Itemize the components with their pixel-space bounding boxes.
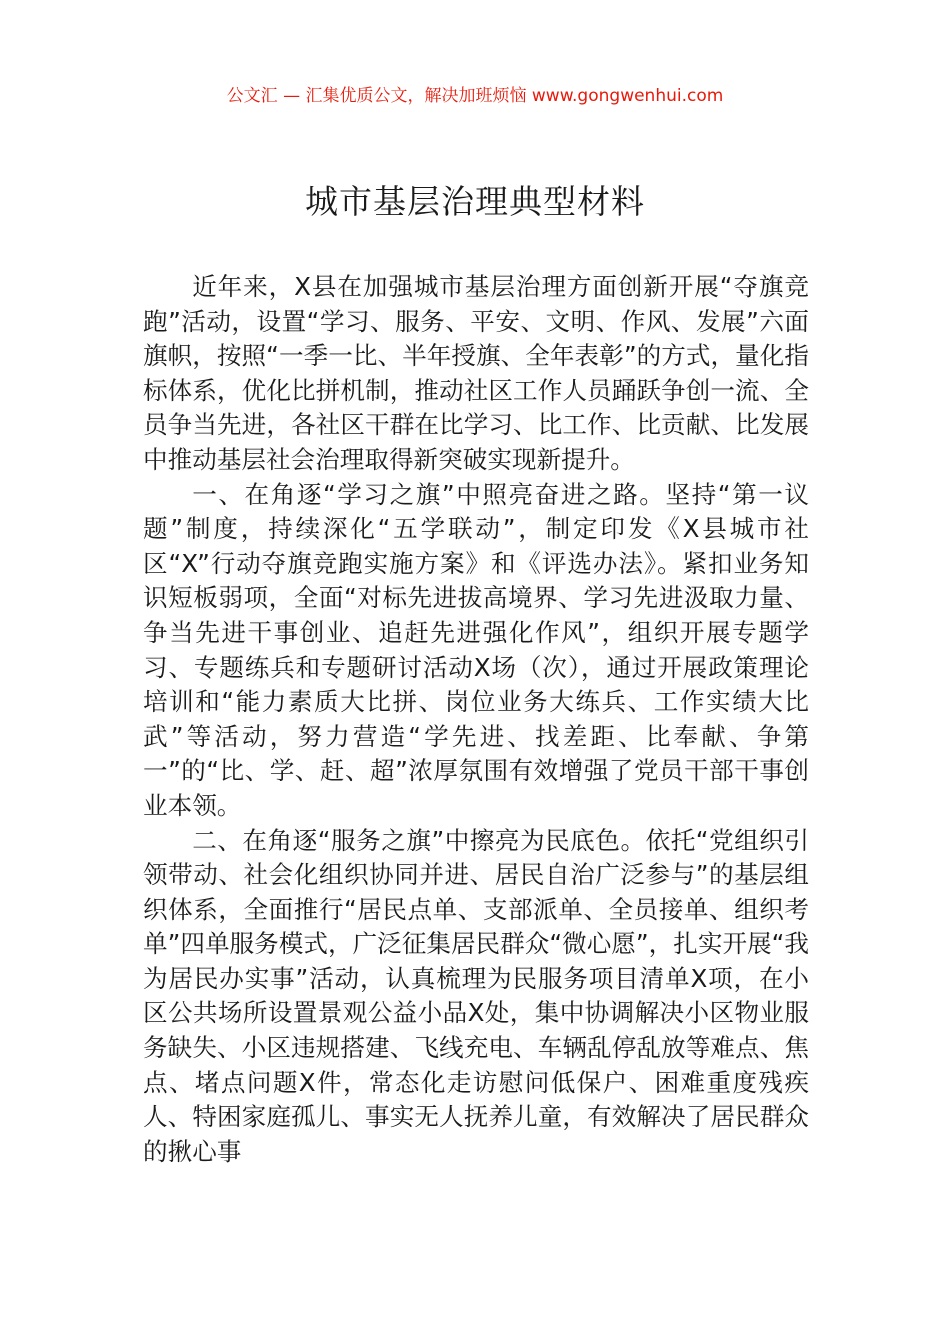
paragraph-intro: 近年来，X县在加强城市基层治理方面创新开展“夺旗竞跑”活动，设置“学习、服务、平安、文明、作风、发展”六面旗帜，按照“一季一比、半年授旗、全年表彰”的方式，量化指标体系，优化比拼机制，推动社区工作人员踊跃争创一流、全员争当先进，各社区干群在比学习、比工作、比贡献、比发展中推动基层社会治理取得新突破实现新提升。: [143, 272, 809, 474]
website-banner: 公文汇 — 汇集优质公文，解决加班烦恼 www.gongwenhui.com: [226, 86, 724, 106]
document-body: [143, 270, 809, 1169]
paragraph-section-one: 一、在角逐“学习之旗”中照亮奋进之路。坚持“第一议题”制度，持续深化“五学联动”，制定印发《X县城市社区“X”行动夺旗竞跑实施方案》和《评选办法》。紧扣业务知识短板弱项，全面“对标先进拔高境界、学习先进汲取力量、争当先进干事创业、追赶先进强化作风”，组织开展专题学习、专题练兵和专题研讨活动X场（次），通过开展政策理论培训和“能力素质大比拼、岗位业务大练兵、工作实绩大比武”等活动，努力营造“学先进、找差距、比奉献、争第一”的“比、学、赶、超”浓厚氛围有效增强了党员干部干事创业本领。: [143, 479, 809, 820]
document-title: 城市基层治理典型材料: [305, 182, 645, 221]
paragraph-section-two: 二、在角逐“服务之旗”中擦亮为民底色。依托“党组织引领带动、社会化组织协同并进、居民自治广泛参与”的基层组织体系，全面推行“居民点单、支部派单、全员接单、组织考单”四单服务模式，广泛征集居民群众“微心愿”，扎实开展“我为居民办实事”活动，认真梳理为民服务项目清单X项，在小区公共场所设置景观公益小品X处，集中协调解决小区物业服务缺失、小区违规搭建、飞线充电、车辆乱停乱放等难点、焦点、堵点问题X件，常态化走访慰问低保户、困难重度残疾人、特困家庭孤儿、事实无人抚养儿童，有效解决了居民群众的揪心事: [143, 825, 809, 1166]
